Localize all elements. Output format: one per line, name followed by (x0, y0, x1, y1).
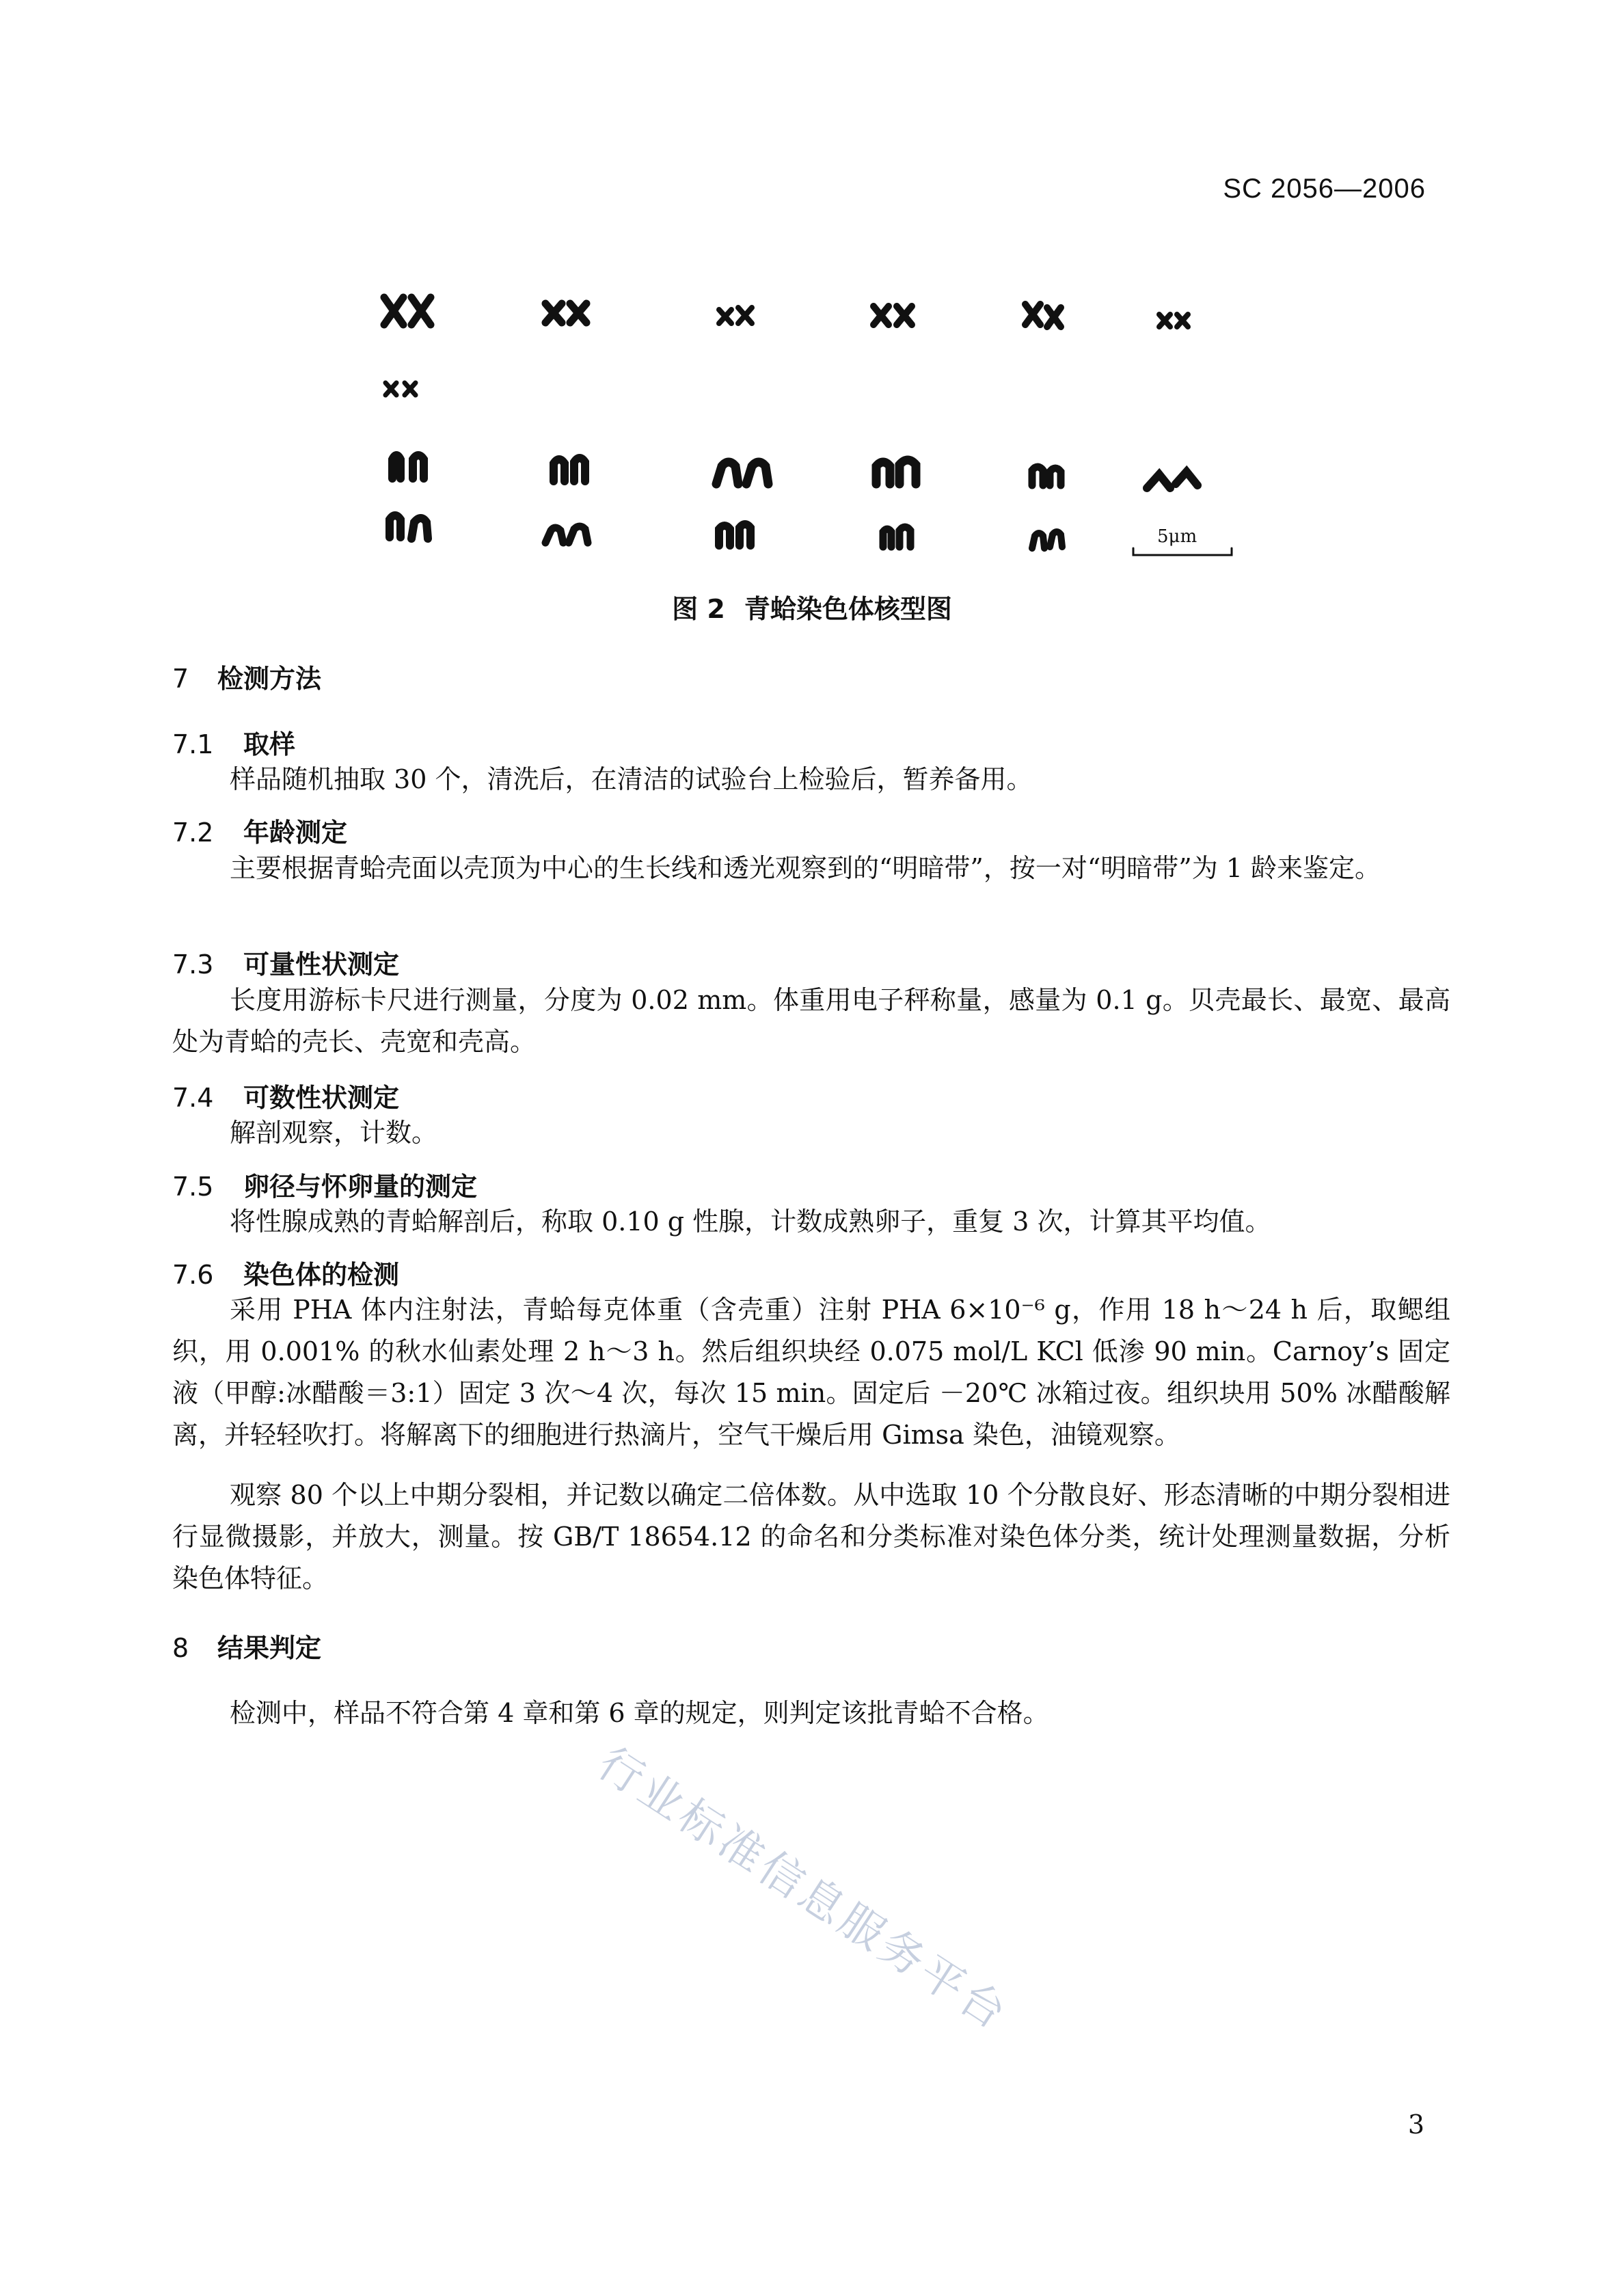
chromosome-pair-1 (384, 297, 431, 325)
paragraph-7-4: 解剖观察，计数。 (230, 1118, 438, 1148)
section-number: 8 (172, 1633, 189, 1663)
karyotype-figure (369, 280, 1258, 567)
karyotype-image (369, 280, 1258, 567)
section-title: 检测方法 (217, 664, 322, 694)
chromosome-pair-9 (554, 458, 585, 481)
page-number: 3 (1407, 2109, 1424, 2140)
figure-caption (0, 588, 1624, 625)
section-number: 7.5 (172, 1172, 214, 1202)
paragraph-7-1: 样品随机抽取 30 个，清洗后，在清洁的试验台上检验后，暂养备用。 (230, 764, 1033, 794)
chromosome-pair-16 (719, 524, 750, 545)
chromosome-pair-14 (390, 515, 428, 539)
section-title: 卵径与怀卵量的测定 (243, 1172, 478, 1202)
section-heading-7-1 (172, 723, 295, 761)
section-title: 结果判定 (217, 1633, 322, 1663)
chromosome-pair-12 (1032, 467, 1061, 485)
chromosome-pair-3 (719, 308, 752, 323)
watermark: 行业标准信息服务平台 (588, 1738, 1018, 2041)
chromosome-pair-15 (545, 526, 588, 543)
section-number: 7.1 (172, 729, 214, 759)
chromosome-pair-4 (874, 306, 912, 325)
chromosome-pair-6 (1159, 314, 1188, 327)
chromosome-pair-10 (716, 462, 768, 484)
section-number: 7.4 (172, 1083, 214, 1113)
chromosome-pair-17 (883, 527, 910, 547)
standard-number: SC 2056—2006 (1223, 174, 1426, 204)
section-number: 7.2 (172, 818, 214, 848)
section-number: 7.3 (172, 949, 214, 980)
scale-bar (1133, 548, 1232, 555)
chromosome-pair-7 (385, 383, 416, 395)
section-title: 取样 (243, 729, 296, 759)
section-title: 可量性状测定 (243, 949, 400, 980)
section-heading-8 (172, 1627, 321, 1664)
section-heading-7-2 (172, 811, 347, 849)
section-heading-7-3 (172, 943, 399, 981)
paragraph-7-5: 将性腺成熟的青蛤解剖后，称取 0.10 g 性腺，计数成熟卵子，重复 3 次，计算其平均值。 (230, 1206, 1271, 1237)
figure-number: 图 2 (672, 594, 725, 624)
section-heading-7-4 (172, 1077, 399, 1114)
paragraph-7-6-a: 采用 PHA 体内注射法，青蛤每克体重（含壳重）注射 PHA 6×10⁻⁶ g，作用 18 h～24 h 后，取鳃组织，用 0.001% 的秋水仙素处理 2 h～3 h。然后组织块经 0.075 mol/L KCl 低渗 90 min。Carnoy’s 固定液（甲醇:冰醋酸＝3:1）固定 3 次～4 次，每次 15 min。固定后 －20℃ 冰箱过夜。组织块用 50% 冰醋酸解离，并轻轻吹打。将解离下的细胞进行热滴片，空气干燥后用 Gimsa 染色，油镜观察。 (172, 1295, 1450, 1450)
paragraph-8: 检测中，样品不符合第 4 章和第 6 章的规定，则判定该批青蛤不合格。 (230, 1698, 1049, 1728)
section-title: 染色体的检测 (243, 1260, 400, 1290)
chromosome-pair-11 (876, 460, 916, 484)
section-number: 7 (172, 664, 189, 694)
scale-bar-label: 5μm (1157, 526, 1197, 547)
section-heading-7-5 (172, 1165, 477, 1203)
section-title: 年龄测定 (243, 818, 348, 848)
section-heading-7-6 (172, 1254, 399, 1291)
section-heading-7 (172, 658, 321, 695)
paragraph-7-2: 主要根据青蛤壳面以壳顶为中心的生长线和透光观察到的“明暗带”，按一对“明暗带”为 1 龄来鉴定。 (230, 853, 1381, 883)
chromosome-pair-5 (1025, 304, 1061, 327)
figure-title: 青蛤染色体核型图 (744, 594, 952, 624)
chromosome-pair-2 (545, 304, 586, 323)
chromosome-pair-8 (392, 455, 424, 478)
section-number: 7.6 (172, 1260, 214, 1290)
chromosome-pair-18 (1032, 532, 1062, 548)
paragraph-7-6-b: 观察 80 个以上中期分裂相，并记数以确定二倍体数。从中选取 10 个分散良好、形态清晰的中期分裂相进行显微摄影，并放大，测量。按 GB/T 18654.12 的命名和分类标准对染色体分类，统计处理测量数据，分析染色体特征。 (172, 1480, 1450, 1593)
paragraph-7-3: 长度用游标卡尺进行测量，分度为 0.02 mm。体重用电子秤称量，感量为 0.1 g。贝壳最长、最宽、最高处为青蛤的壳长、壳宽和壳高。 (172, 985, 1450, 1057)
chromosome-pair-13 (1147, 472, 1197, 488)
section-title: 可数性状测定 (243, 1083, 400, 1113)
